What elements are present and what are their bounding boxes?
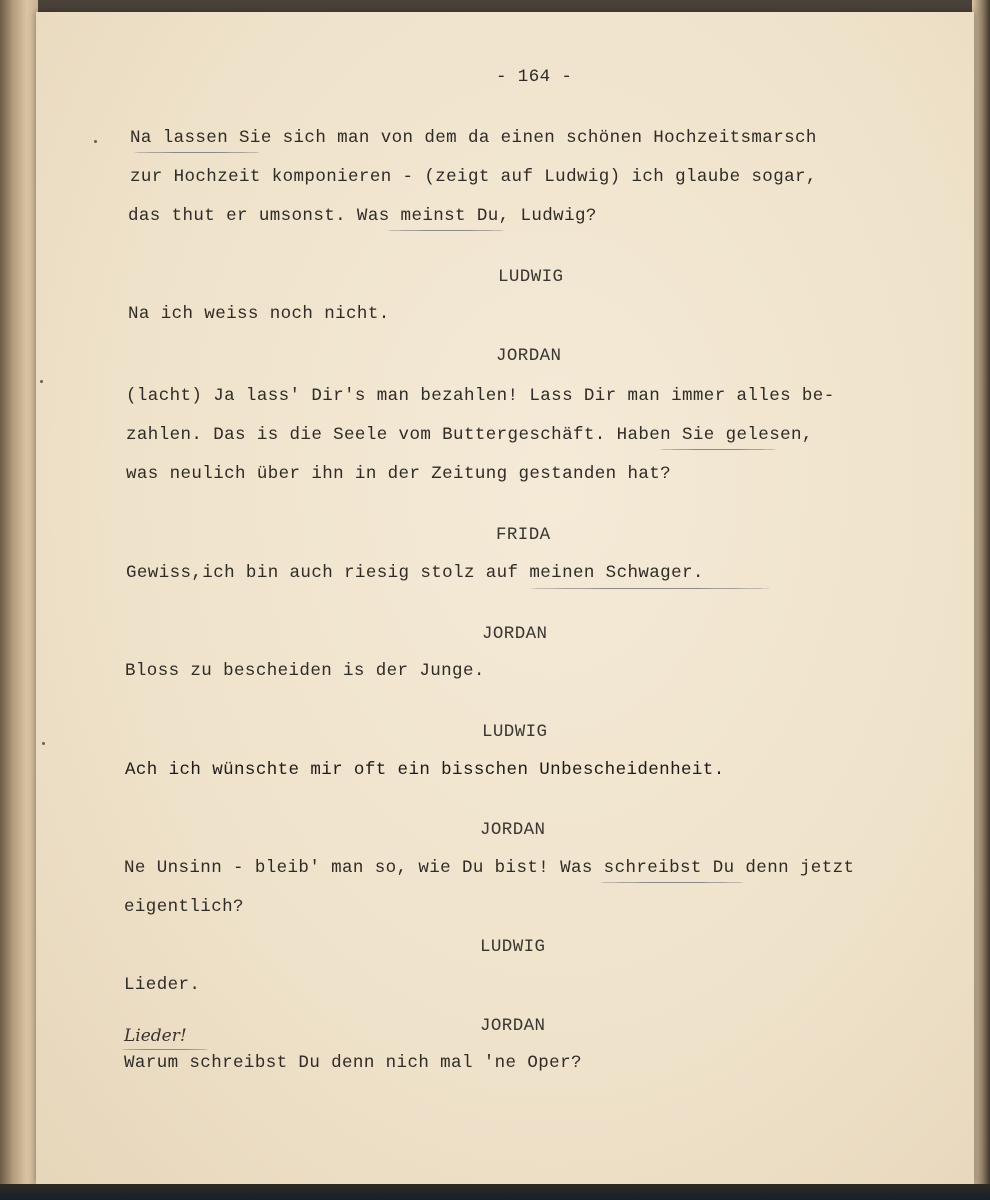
text-line: Na ich weiss noch nicht. [128, 304, 390, 324]
speaker-name: LUDWIG [498, 267, 564, 287]
pencil-underline [122, 1049, 208, 1050]
page-stack-edge [972, 0, 990, 1200]
text-line: Lieder. [124, 975, 201, 995]
handwritten-note: Lieder! [124, 1026, 187, 1046]
speaker-name: JORDAN [480, 820, 546, 840]
speaker-name: JORDAN [480, 1016, 546, 1036]
margin-speck [42, 742, 45, 745]
bottom-edge [0, 1184, 990, 1200]
text-line: was neulich über ihn in der Zeitung gestanden hat? [126, 464, 672, 484]
text-line: das thut er umsonst. Was meinst Du, Ludwig? [128, 206, 597, 226]
text-line: Gewiss,ich bin auch riesig stolz auf meinen Schwager. [126, 563, 704, 583]
speaker-name: LUDWIG [480, 937, 546, 957]
text-line: zur Hochzeit komponieren - (zeigt auf Ludwig) ich glaube sogar, [130, 167, 817, 187]
pencil-underline [660, 449, 776, 450]
text-line: Na lassen Sie sich man von dem da einen schönen Hochzeitsmarsch [130, 128, 817, 148]
speaker-name: FRIDA [496, 525, 551, 545]
text-line: eigentlich? [124, 897, 244, 917]
text-line: (lacht) Ja lass' Dir's man bezahlen! Lass Dir man immer alles be- [126, 386, 835, 406]
text-line: Ach ich wünschte mir oft ein bisschen Unbescheidenheit. [125, 760, 725, 780]
book-binding [0, 0, 38, 1200]
pencil-underline [134, 152, 260, 153]
typescript-page [36, 12, 974, 1184]
pencil-underline [600, 882, 744, 883]
page-number: - 164 - [496, 67, 573, 87]
speaker-name: JORDAN [496, 346, 562, 366]
text-line: Bloss zu bescheiden is der Junge. [125, 661, 485, 681]
text-line: Ne Unsinn - bleib' man so, wie Du bist! Was schreibst Du denn jetzt [124, 858, 855, 878]
speaker-name: JORDAN [482, 624, 548, 644]
speaker-name: LUDWIG [482, 722, 548, 742]
text-line: zahlen. Das is die Seele vom Buttergeschäft. Haben Sie gelesen, [126, 425, 813, 445]
text-line: Warum schreibst Du denn nich mal 'ne Oper? [124, 1053, 582, 1073]
pencil-underline [530, 588, 770, 589]
margin-speck [94, 140, 97, 143]
margin-speck [40, 380, 43, 383]
pencil-underline [388, 230, 504, 231]
